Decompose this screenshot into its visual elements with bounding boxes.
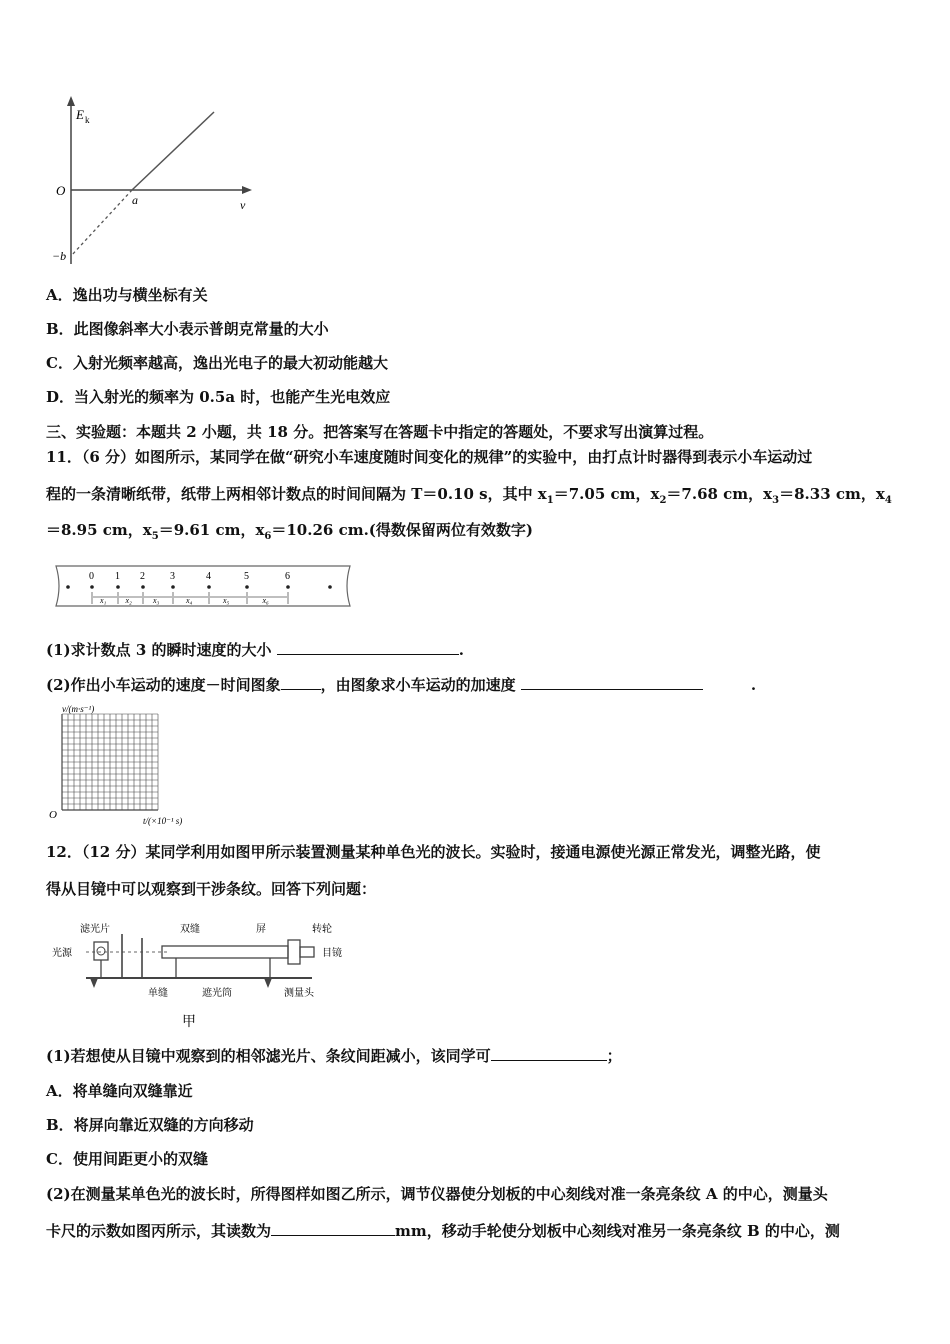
- tape-segment-label-1: x₁: [100, 596, 107, 605]
- label-tube: 遮光筒: [202, 988, 232, 999]
- tape-segment-label-5: x₅: [223, 596, 230, 605]
- q12-option-a: A．将单缝向双缝靠近: [46, 1082, 193, 1100]
- tape-point-3: [171, 585, 175, 589]
- q12-line-2: 得从目镜中可以观察到干涉条纹。回答下列问题：: [46, 880, 377, 898]
- measuring-head: [288, 940, 300, 964]
- q10-option-a: A．逸出功与横坐标有关: [46, 286, 208, 304]
- q12-line-1: 12．（12 分）某同学利用如图甲所示装置测量某种单色光的波长。实验时，接通电源使光源正常发光，调整光路，使: [46, 843, 821, 861]
- label-light-source: 光源: [52, 948, 72, 959]
- q10-option-d: D．当入射光的频率为 0.5a 时，也能产生光电效应: [46, 388, 391, 406]
- tape-point-2: [141, 585, 145, 589]
- tape-point-label-4: 4: [206, 571, 211, 582]
- tape-point-label-3: 3: [170, 571, 175, 582]
- origin-label: O: [56, 183, 66, 198]
- q12-sub-question-2-line-2: 卡尺的示数如图丙所示，其读数为 mm，移动手轮使分划板中心刻线对准另一条亮条纹 B 的中心，测: [46, 1222, 840, 1240]
- q11-sub-question-1: (1)求计数点 3 的瞬时速度的大小 .: [46, 641, 464, 659]
- eyepiece-tube: [300, 947, 314, 957]
- tape-point-label-6: 6: [285, 571, 290, 582]
- double-slit-apparatus: [50, 916, 360, 1034]
- paper-tape-figure: [54, 562, 354, 612]
- tape-point-6: [286, 585, 290, 589]
- y-axis-label-sub: k: [85, 115, 90, 125]
- label-eyepiece: 目镜: [322, 948, 342, 959]
- q11-line-1: 11．（6 分）如图所示，某同学在做“研究小车速度随时间变化的规律”的实验中，由打点计时器得到表示小车运动过: [46, 448, 813, 466]
- vt-grid-paper[interactable]: [46, 700, 216, 826]
- q12-sub-question-2-line-1: (2)在测量某单色光的波长时，所得图样如图乙所示，调节仪器使分划板的中心刻线对准一条亮条纹 A 的中心，测量头: [46, 1185, 828, 1203]
- label-filter: 滤光片: [80, 924, 110, 935]
- label-double-slit: 双缝: [180, 924, 200, 935]
- tape-point-4: [207, 585, 211, 589]
- answer-blank-acceleration[interactable]: [521, 675, 703, 690]
- tape-end-dot-left: [66, 585, 70, 589]
- y-axis-label: E: [76, 107, 84, 122]
- a-label: a: [132, 193, 138, 207]
- answer-blank-vt-graph[interactable]: [281, 675, 321, 690]
- q10-option-c: C．入射光频率越高，逸出光电子的最大初动能越大: [46, 354, 388, 372]
- section-3-heading: 三、实验题：本题共 2 小题，共 18 分。把答案写在答题卡中指定的答题处，不要求写出演算过程。: [46, 423, 714, 441]
- q11-line-3: ＝8.95 cm，$x_5=9.61$ cm，$x_6=10.26$ cm.(得数保留两位有效数字): [46, 521, 533, 542]
- y-axis-arrow: [67, 96, 75, 106]
- label-wheel: 转轮: [312, 924, 332, 935]
- q11-sub-question-2: (2)作出小车运动的速度－时间图象 ，由图象求小车运动的加速度 .: [46, 676, 757, 694]
- q12-option-b: B．将屏向靠近双缝的方向移动: [46, 1116, 254, 1134]
- ek-line-dashed: [71, 190, 132, 256]
- x-axis-label: ν: [240, 198, 246, 212]
- q12-option-c: C．使用间距更小的双缝: [46, 1150, 208, 1168]
- tape-point-0: [90, 585, 94, 589]
- x-axis-arrow: [242, 186, 252, 194]
- tape-point-label-5: 5: [244, 571, 249, 582]
- lamp-bulb: [97, 947, 105, 955]
- answer-blank-reading[interactable]: [271, 1221, 395, 1236]
- q11-line-2: 程的一条清晰纸带，纸带上两相邻计数点的时间间隔为 T＝0.10 s，其中 $x_1=7.05$ cm，$x_2=7.68$ cm，$x_3=8.33$ cm，$x_4$: [46, 485, 892, 506]
- ek-line-solid: [132, 112, 214, 190]
- tube-body: [162, 946, 288, 958]
- label-screen: 屏: [256, 924, 266, 935]
- label-measuring-head: 测量头: [284, 988, 314, 999]
- grid-y-label: v/(m·s⁻¹): [62, 704, 95, 714]
- label-single-slit: 单缝: [148, 988, 168, 999]
- q10-option-b: B．此图像斜率大小表示普朗克常量的大小: [46, 320, 329, 338]
- tape-segment-label-4: x₄: [186, 596, 193, 605]
- answer-blank-v3[interactable]: [277, 640, 459, 655]
- tape-point-5: [245, 585, 249, 589]
- tape-segment-label-6: x₆: [262, 596, 269, 605]
- tape-point-1: [116, 585, 120, 589]
- tape-point-label-2: 2: [140, 571, 145, 582]
- tape-segment-label-2: x₂: [125, 596, 132, 605]
- tape-segment-label-3: x₃: [153, 596, 160, 605]
- q12-sub-question-1: (1)若想使从目镜中观察到的相邻滤光片、条纹间距减小，该同学可 ；: [46, 1047, 622, 1065]
- bench-foot-right: [264, 978, 272, 988]
- tape-point-label-0: 0: [89, 571, 94, 582]
- ek-frequency-graph: [46, 92, 266, 272]
- bench-foot-left: [90, 978, 98, 988]
- tape-point-label-1: 1: [115, 571, 120, 582]
- figure-caption-jia: 甲: [182, 1015, 196, 1030]
- answer-blank-q12-1[interactable]: [491, 1046, 607, 1061]
- grid-origin: O: [49, 809, 57, 821]
- light-source-lamp: [94, 942, 108, 960]
- grid-x-label: t/(×10⁻¹ s): [143, 816, 183, 826]
- b-label: −b: [52, 249, 67, 263]
- tape-end-dot-right: [328, 585, 332, 589]
